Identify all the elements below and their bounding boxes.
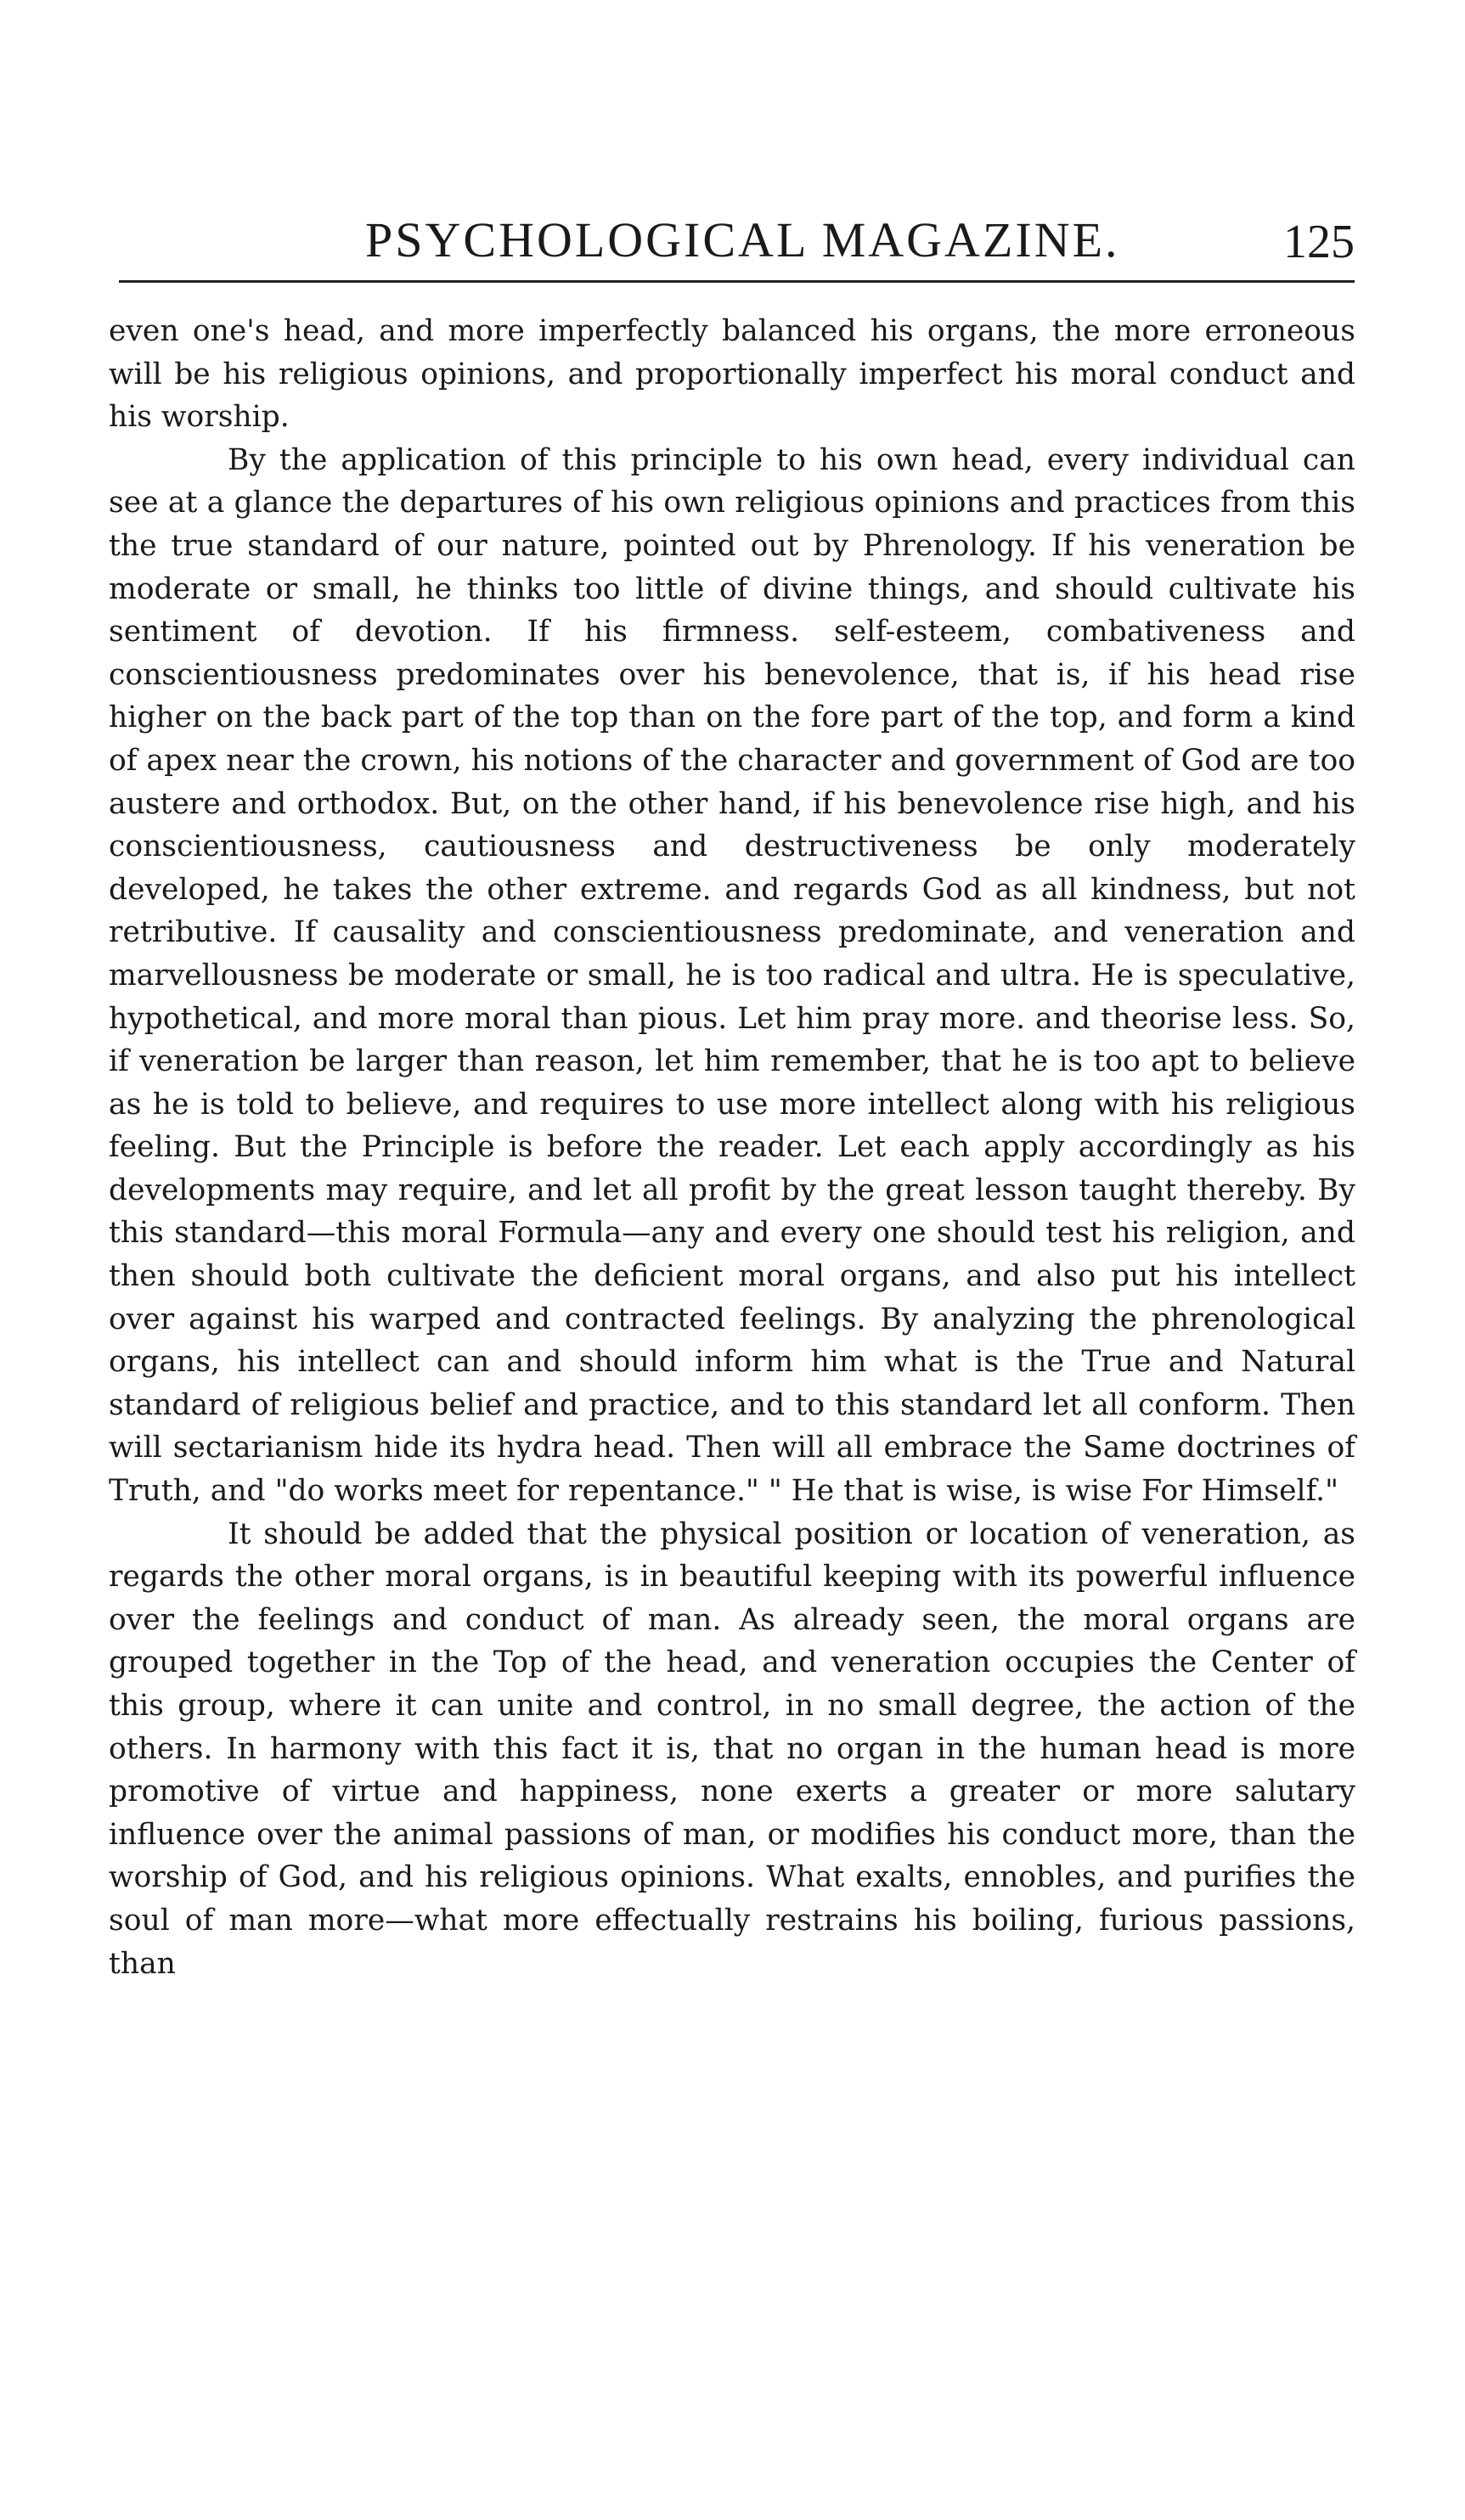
body-text	[109, 310, 1355, 1985]
running-title: PSYCHOLOGICAL MAGAZINE.	[365, 212, 1120, 267]
paragraph-continuation: even one's head, and more imperfectly balanced his organs, the more erroneous will be his religious opinions, and proportionally imperfect his moral conduct and his worship.	[109, 314, 1355, 435]
page-number: 125	[1283, 216, 1355, 268]
running-head	[119, 211, 1355, 278]
header-rule	[119, 280, 1355, 283]
paragraph-principle: By the application of this principle to his own head, every individual can see at a glance the departures of his own religious opinions and practices from this the true standard of our nature, pointed out by Phrenology. If his veneration be moderate or small, he thinks too little of divine things, and should cultivate his sentiment of devotion. If his firmness. self-esteem, combativeness and conscientiousness predominates over his benevolence, that is, if his head rise higher on the back part of the top than on the fore part of the top, and form a kind of apex near the crown, his notions of the character and government of God are too austere and orthodox. But, on the other hand, if his benevolence rise high, and his conscientiousness, cautiousness and destructiveness be only moderately developed, he takes the other extreme. and regards God as all kindness, but not retributive. If causality and conscientiousness predominate, and veneration and marvellousness be moderate or small, he is too radical and ultra. He is speculative, hypothetical, and more moral than pious. Let him pray more. and theorise less. So, if veneration be larger than reason, let him remember, that he is too apt to believe as he is told to believe, and requires to use more intellect along with his religious feeling. But the Principle is before the reader. Let each apply accordingly as his developments may require, and let all profit by the great lesson taught thereby. By this standard—this moral Formula—any and every one should test his religion, and then should both cultivate the deficient moral organs, and also put his intellect over against his warped and contracted feelings. By analyzing the phrenological organs, his intellect can and should inform him what is the True and Natural standard of religious belief and practice, and to this standard let all conform. Then will sectarianism hide its hydra head. Then will all embrace the Same doctrines of Truth, and "do works meet for repentance." " He that is wise, is wise For Himself."	[109, 442, 1355, 1509]
paragraph-veneration: It should be added that the physical position or location of veneration, as regards the other moral organs, is in beautiful keeping with its powerful influence over the feelings and conduct of man. As already seen, the moral organs are grouped together in the Top of the head, and veneration occupies the Center of this group, where it can unite and control, in no small degree, the action of the others. In harmony with this fact it is, that no organ in the human head is more promotive of virtue and happiness, none exerts a greater or more salutary influence over the animal passions of man, or modifies his conduct more, than the worship of God, and his religious opinions. What exalts, ennobles, and purifies the soul of man more—what more effectually restrains his boiling, furious passions, than	[109, 1516, 1355, 1981]
